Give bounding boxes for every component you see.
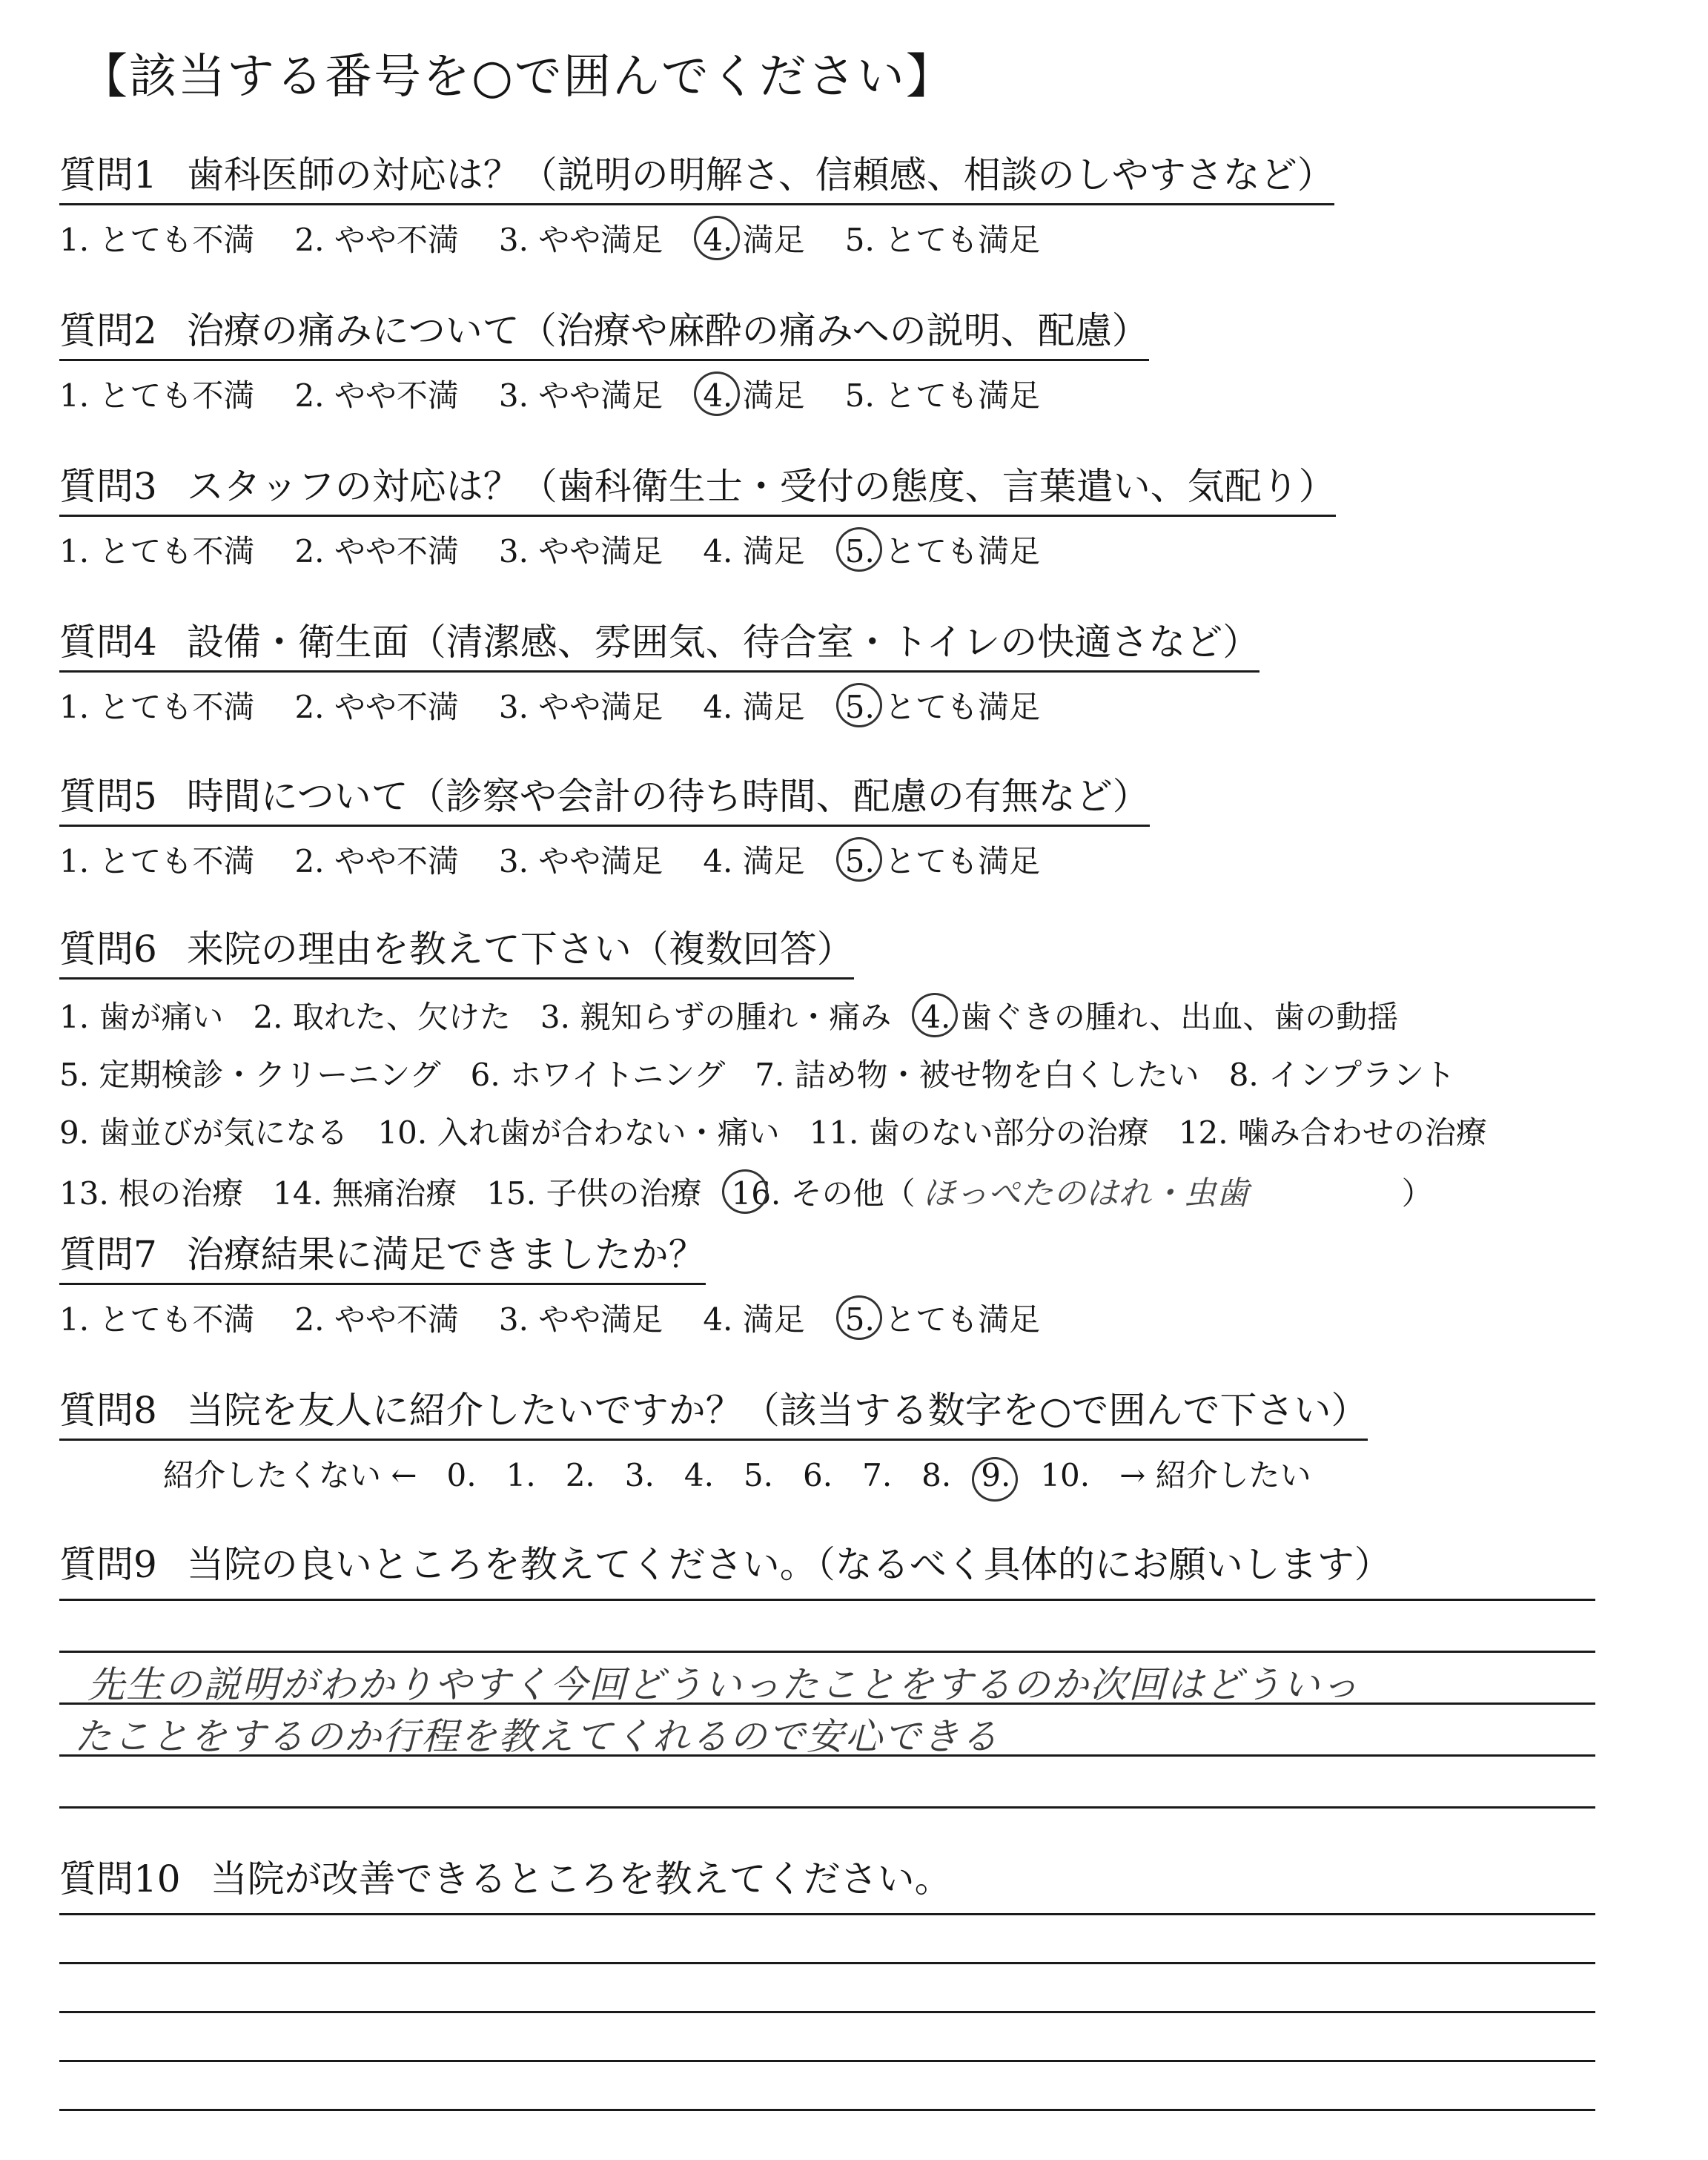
q6-option-1[interactable]: 1. 歯が痛い [59,999,224,1035]
q4-option-2[interactable]: 2. やや不満 [294,689,459,725]
question-3-number: 質問3 [59,465,157,508]
question-5 [59,767,1150,882]
q6-row-2 [59,1051,1517,1095]
question-3-text: スタッフの対応は？（歯科衛生士・受付の態度、言葉遣い、気配り） [186,465,1336,508]
q7-option-1[interactable]: 1. とても不満 [59,1301,255,1338]
q6-row-3 [59,1109,1517,1153]
q3-option-5-circled[interactable]: 5. とても満足 [845,527,1040,572]
question-6-text: 来院の理由を教えて下さい（複数回答） [186,928,854,971]
q8-right-label: → 紹介したい [1119,1457,1311,1493]
q10-rule-3 [59,2011,1595,2013]
q1-option-4-circled[interactable]: 4. 満足 [703,216,804,260]
question-2-number: 質問2 [59,309,157,352]
q7-option-5-circled[interactable]: 5. とても満足 [845,1295,1040,1340]
q8-scale-4[interactable]: 4. [683,1457,714,1493]
q6-other-close-paren: ） [1401,1175,1433,1212]
q7-option-4[interactable]: 4. 満足 [703,1301,805,1338]
question-3-heading [59,457,1336,517]
q8-scale-5[interactable]: 5. [743,1457,774,1493]
question-1-number: 質問1 [59,153,157,196]
page-title: 【該当する番号を○で囲んでください】 [80,50,955,105]
question-7-options [59,1295,1080,1340]
q6-option-2[interactable]: 2. 取れた、欠けた [253,999,511,1035]
question-10-text: 当院が改善できるところを教えてください。 [210,1857,952,1900]
question-2-options [59,371,1149,416]
question-8-scale [59,1451,1368,1496]
q4-option-5-circled[interactable]: 5. とても満足 [845,683,1040,727]
q9-handwritten-line-2: たことをするのか行程を教えてくれるので安心できる [74,1715,999,1758]
q2-option-2[interactable]: 2. やや不満 [294,377,459,414]
question-1-text: 歯科医師の対応は？（説明の明解さ、信頼感、相談のしやすさなど） [186,153,1334,196]
q6-option-14[interactable]: 14. 無痛治療 [273,1175,457,1212]
question-8-number: 質問8 [59,1389,157,1432]
q6-other-handwritten[interactable]: ほっぺたのはれ・虫歯 [922,1175,1249,1212]
question-8-text: 当院を友人に紹介したいですか？（該当する数字を○で囲んで下さい） [186,1389,1368,1432]
question-9-heading [59,1535,1391,1593]
question-4-heading [59,612,1260,673]
question-4-text: 設備・衛生面（清潔感、雰囲気、待合室・トイレの快適さなど） [186,621,1260,664]
q10-rule-2 [59,1962,1595,1964]
question-3-options [59,527,1336,572]
q6-row-1 [59,993,1517,1037]
question-10-number: 質問10 [59,1857,181,1900]
q9-handwritten-line-1: 先生の説明がわかりやすく今回どういったことをするのか次回はどういっ [87,1663,1360,1706]
q2-option-3[interactable]: 3. やや満足 [498,377,663,414]
question-4 [59,612,1260,727]
q3-option-1[interactable]: 1. とても不満 [59,533,255,569]
q8-scale-10[interactable]: 10. [1040,1457,1090,1493]
q8-scale-6[interactable]: 6. [803,1457,833,1493]
q6-option-5[interactable]: 5. 定期検診・クリーニング [59,1057,441,1093]
question-8 [59,1381,1368,1496]
q1-option-2[interactable]: 2. やや不満 [294,222,459,258]
q6-option-13[interactable]: 13. 根の治療 [59,1175,244,1212]
q6-option-9[interactable]: 9. 歯並びが気になる [59,1114,348,1151]
question-5-heading [59,767,1150,827]
q2-option-4-circled[interactable]: 4. 満足 [703,371,804,416]
q4-option-3[interactable]: 3. やや満足 [498,689,663,725]
q3-option-4[interactable]: 4. 満足 [703,533,805,569]
q6-option-11[interactable]: 11. 歯のない部分の治療 [809,1114,1149,1151]
q6-option-16-circled[interactable]: 16. その他（ [731,1169,915,1214]
q8-scale-9-circled[interactable]: 9. [981,1457,1011,1493]
q8-scale-3[interactable]: 3. [624,1457,655,1493]
q1-option-5[interactable]: 5. とても満足 [844,222,1041,258]
q7-option-2[interactable]: 2. やや不満 [294,1301,459,1338]
q8-scale-8[interactable]: 8. [921,1457,952,1493]
q5-option-1[interactable]: 1. とても不満 [59,843,255,879]
question-9 [59,1535,1391,1593]
q7-option-3[interactable]: 3. やや満足 [498,1301,663,1338]
q6-option-4-circled[interactable]: 4. 歯ぐきの腫れ、出血、歯の動揺 [921,993,1398,1037]
q6-option-6[interactable]: 6. ホワイトニング [470,1057,726,1093]
q3-option-3[interactable]: 3. やや満足 [498,533,663,569]
q10-rule-1 [59,1913,1595,1915]
question-10 [59,1849,952,1907]
question-1-heading [59,145,1334,205]
question-7-text: 治療結果に満足できましたか？ [186,1233,706,1276]
q1-option-3[interactable]: 3. やや満足 [498,222,663,258]
question-4-options [59,683,1260,727]
question-9-number: 質問9 [59,1543,157,1586]
q5-option-3[interactable]: 3. やや満足 [498,843,663,879]
question-5-number: 質問5 [59,775,157,818]
question-1 [59,145,1334,260]
question-5-options [59,837,1150,882]
question-10-heading [59,1849,952,1907]
q4-option-1[interactable]: 1. とても不満 [59,689,255,725]
question-7 [59,1225,1080,1340]
q6-option-8[interactable]: 8. インプラント [1228,1057,1456,1093]
question-2-text: 治療の痛みについて（治療や麻酔の痛みへの説明、配慮） [186,309,1149,352]
q10-rule-5 [59,2109,1595,2111]
q1-option-1[interactable]: 1. とても不満 [59,222,255,258]
q6-option-7[interactable]: 7. 詰め物・被せ物を白くしたい [755,1057,1199,1093]
q10-rule-4 [59,2060,1595,2062]
q5-option-5-circled[interactable]: 5. とても満足 [845,837,1040,882]
q2-option-1[interactable]: 1. とても不満 [59,377,255,414]
question-3 [59,457,1336,572]
question-1-options [59,216,1334,260]
question-8-heading [59,1381,1368,1441]
question-4-number: 質問4 [59,621,157,664]
q5-option-2[interactable]: 2. やや不満 [294,843,459,879]
q8-scale-2[interactable]: 2. [565,1457,595,1493]
question-6 [59,919,1517,1214]
question-6-number: 質問6 [59,928,157,971]
question-7-number: 質問7 [59,1233,157,1276]
question-9-text: 当院の良いところを教えてください。（なるべく具体的にお願いします） [186,1543,1391,1586]
question-2-heading [59,301,1149,361]
question-2 [59,301,1149,416]
q4-option-4[interactable]: 4. 満足 [703,689,805,725]
question-7-heading [59,1225,706,1285]
q9-rule-1 [59,1599,1595,1601]
q8-scale-7[interactable]: 7. [862,1457,893,1493]
q8-left-label: 紹介したくない ← [163,1457,417,1493]
q6-option-15[interactable]: 15. 子供の治療 [486,1175,702,1212]
q2-option-5[interactable]: 5. とても満足 [844,377,1041,414]
q8-scale-1[interactable]: 1. [506,1457,536,1493]
q9-rule-2 [59,1651,1595,1653]
q5-option-4[interactable]: 4. 満足 [703,843,805,879]
q9-rule-5 [59,1806,1595,1809]
q6-row-4 [59,1166,1517,1214]
question-6-heading [59,919,854,980]
q6-option-12[interactable]: 12. 噛み合わせの治療 [1178,1114,1487,1151]
q6-option-3[interactable]: 3. 親知らずの腫れ・痛み [540,999,892,1035]
question-5-text: 時間について（診察や会計の待ち時間、配慮の有無など） [186,775,1150,818]
q8-scale-0[interactable]: 0. [446,1457,477,1493]
q6-option-10[interactable]: 10. 入れ歯が合わない・痛い [377,1114,780,1151]
q3-option-2[interactable]: 2. やや不満 [294,533,459,569]
